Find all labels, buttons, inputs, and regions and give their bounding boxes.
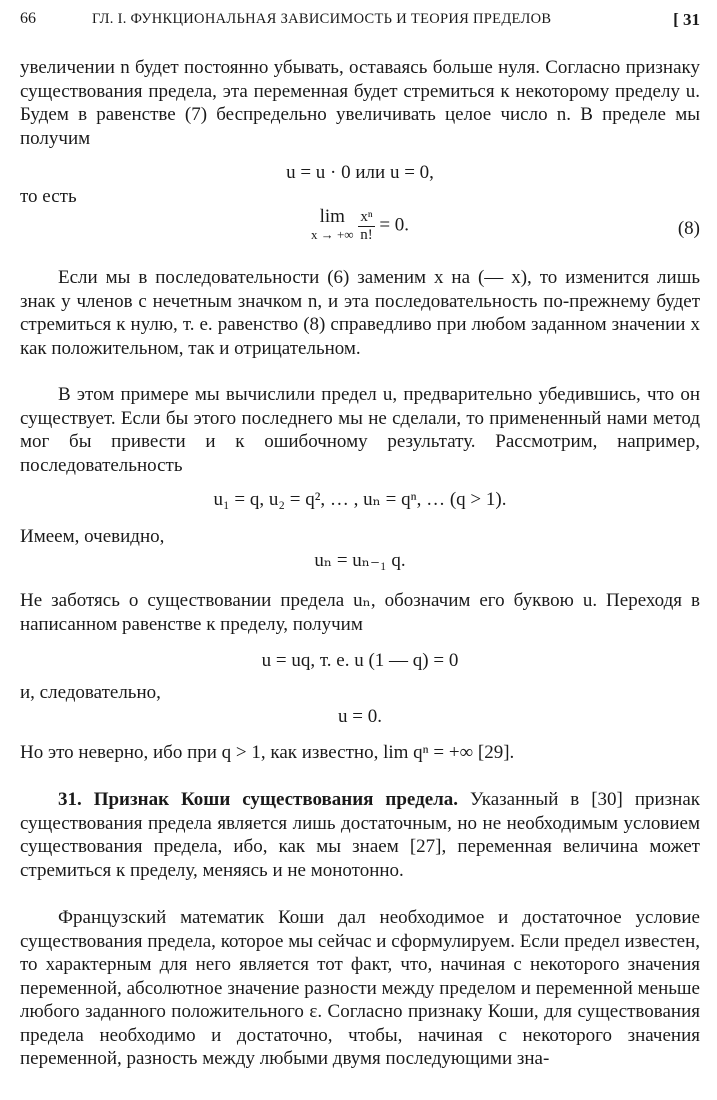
equation-8	[20, 208, 700, 254]
page-number: 66	[20, 10, 36, 27]
equation-limit-zero: u = u · 0 или u = 0,	[286, 162, 434, 183]
equation-number: (8)	[677, 218, 700, 239]
label-to-est: то есть	[20, 186, 77, 207]
limit-operator	[311, 208, 354, 244]
fraction	[358, 209, 374, 244]
section-reference: [ 31	[673, 10, 700, 29]
label-sledovatelno: и, следовательно,	[20, 682, 161, 703]
paragraph-continuation: увеличении n будет постоянно убывать, оставаясь больше нуля. Согласно признаку существования предела, эта переменная будет стремиться к некоторому пределу u. Будем в равенстве (7) беспредельно увеличивать целое число n. В пределе мы получим	[20, 57, 700, 149]
paragraph-contradiction: Но это неверно, ибо при q > 1, как известно, lim qⁿ = +∞ [29].	[20, 742, 515, 763]
equation-u-zero: u = 0.	[338, 706, 382, 727]
fraction-numerator: xⁿ	[360, 208, 373, 225]
section-31	[20, 788, 700, 882]
paragraph-cauchy: Французский математик Коши дал необходимое и достаточное условие существования предела, которое мы сейчас и сформулируем. Если предел известен, то характерным для него является тот факт, что, начиная с некоторого значения переменной, абсолютное значение разности между пределом и переменной меньше любого заданного положительного ε. Согласно признаку Коши, для существования предела необходимо и достаточно, чтобы, начиная с некоторого значения переменной, разность между любыми двумя последующими зна-	[20, 907, 700, 1069]
label-imeem: Имеем, очевидно,	[20, 526, 165, 547]
equation-recurrence: uₙ = uₙ₋₁ q.	[314, 550, 406, 571]
running-title: ГЛ. I. ФУНКЦИОНАЛЬНАЯ ЗАВИСИМОСТЬ И ТЕОРИЯ ПРЕДЕЛОВ	[92, 11, 552, 27]
lim-text: lim	[319, 206, 345, 227]
equation-sequence: u₁ = q, u₂ = q², … , uₙ = qⁿ, … (q > 1).	[213, 489, 507, 510]
paragraph-sign-change: Если мы в последовательности (6) заменим x на (— x), то изменится лишь знак у членов с нечетным значком n, и эта последовательность по-прежнему будет стремиться к нулю, т. е. равенство (8) справедливо при любом заданном значении x как положительном, так и отрицательном.	[20, 267, 700, 359]
lim-subscript: x → +∞	[310, 227, 354, 242]
section-31-title: 31. Признак Коши существования предела.	[58, 789, 459, 810]
paragraph-method-warning: В этом примере мы вычислили предел u, предварительно убедившись, что он существует. Если бы этого последнего мы не сделали, то примененный нами метод мог бы привести и к ошибочному результату. Рассмотрим, например, последовательность	[20, 384, 700, 476]
paragraph-limit-transition: Не заботясь о существовании предела uₙ, обозначим его буквою u. Переходя в написанном равенстве к пределу, получим	[20, 590, 700, 635]
fraction-denominator: n!	[360, 226, 373, 243]
page-header	[20, 10, 700, 38]
section-31-text: Указанный в [30] признак существования предела является лишь достаточным, но не необходимым условием существования предела, ибо, как мы знаем [27], переменная величина может стремиться к пределу, меняясь и не монотонно.	[20, 789, 700, 881]
equation-rhs: = 0.	[379, 214, 410, 236]
equation-uq: u = uq, т. е. u (1 — q) = 0	[261, 650, 459, 671]
